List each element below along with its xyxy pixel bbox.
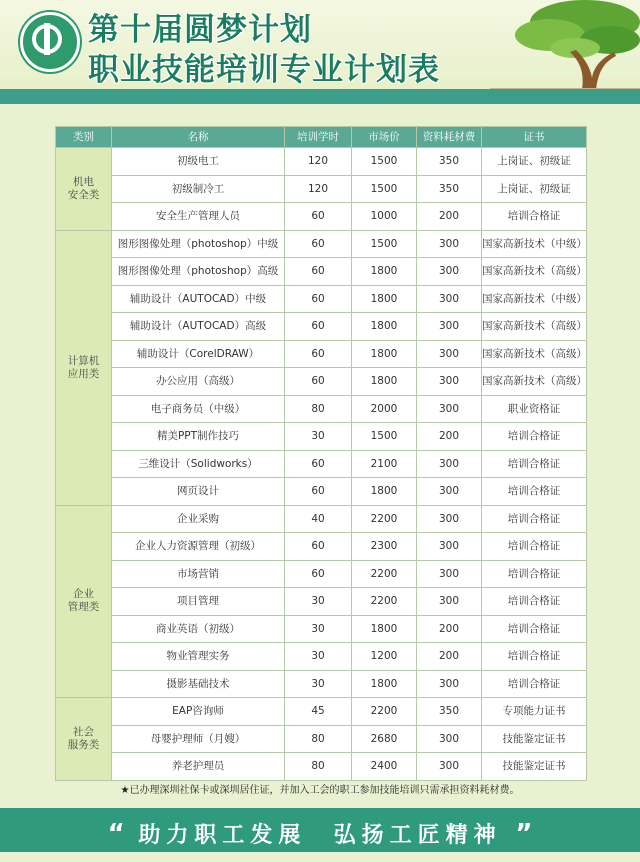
course-name-cell: 精美PPT制作技巧: [112, 423, 285, 451]
column-header: 市场价: [352, 127, 417, 148]
price-cell: 1800: [352, 368, 417, 396]
category-cell: 计算机 应用类: [56, 230, 112, 505]
material-fee-cell: 300: [417, 368, 482, 396]
certificate-cell: 职业资格证: [482, 395, 587, 423]
page-subtitle: 职业技能培训专业计划表: [88, 52, 440, 88]
course-name-cell: 养老护理员: [112, 753, 285, 781]
hours-cell: 30: [285, 588, 352, 616]
certificate-cell: 培训合格证: [482, 670, 587, 698]
table-row: [56, 313, 587, 341]
hours-cell: 80: [285, 753, 352, 781]
column-header: 培训学时: [285, 127, 352, 148]
certificate-cell: 技能鉴定证书: [482, 725, 587, 753]
column-header: 证书: [482, 127, 587, 148]
hours-cell: 80: [285, 395, 352, 423]
footnote: ★已办理深圳社保卡或深圳居住证，并加入工会的职工参加技能培训只需承担资料耗材费。: [120, 785, 520, 796]
material-fee-cell: 300: [417, 505, 482, 533]
certificate-cell: 培训合格证: [482, 615, 587, 643]
price-cell: 1800: [352, 478, 417, 506]
table-row: [56, 560, 587, 588]
price-cell: 2200: [352, 560, 417, 588]
course-name-cell: 辅助设计（AUTOCAD）中级: [112, 285, 285, 313]
material-fee-cell: 350: [417, 148, 482, 176]
price-cell: 1800: [352, 258, 417, 286]
course-name-cell: 项目管理: [112, 588, 285, 616]
course-name-cell: 电子商务员（中级）: [112, 395, 285, 423]
hours-cell: 60: [285, 230, 352, 258]
hours-cell: 60: [285, 533, 352, 561]
certificate-cell: 国家高新技术（中级）: [482, 285, 587, 313]
price-cell: 2400: [352, 753, 417, 781]
material-fee-cell: 300: [417, 670, 482, 698]
material-fee-cell: 300: [417, 478, 482, 506]
column-header: 资料耗材费: [417, 127, 482, 148]
slogan-open-quote: “: [107, 819, 125, 849]
hours-cell: 30: [285, 615, 352, 643]
price-cell: 1800: [352, 285, 417, 313]
material-fee-cell: 300: [417, 395, 482, 423]
hours-cell: 60: [285, 203, 352, 231]
hours-cell: 60: [285, 450, 352, 478]
table-row: [56, 175, 587, 203]
hours-cell: 40: [285, 505, 352, 533]
price-cell: 1200: [352, 643, 417, 671]
certificate-cell: 上岗证、初级证: [482, 148, 587, 176]
hours-cell: 80: [285, 725, 352, 753]
course-name-cell: 初级电工: [112, 148, 285, 176]
table-row: [56, 230, 587, 258]
certificate-cell: 国家高新技术（高级）: [482, 258, 587, 286]
course-name-cell: 市场营销: [112, 560, 285, 588]
course-name-cell: 摄影基础技术: [112, 670, 285, 698]
material-fee-cell: 300: [417, 230, 482, 258]
certificate-cell: 培训合格证: [482, 450, 587, 478]
table-row: [56, 340, 587, 368]
certificate-cell: 国家高新技术（高级）: [482, 368, 587, 396]
course-name-cell: 企业采购: [112, 505, 285, 533]
certificate-cell: 培训合格证: [482, 478, 587, 506]
material-fee-cell: 300: [417, 450, 482, 478]
price-cell: 1800: [352, 340, 417, 368]
certificate-cell: 培训合格证: [482, 533, 587, 561]
certificate-cell: 上岗证、初级证: [482, 175, 587, 203]
course-name-cell: 办公应用（高级）: [112, 368, 285, 396]
course-name-cell: 图形图像处理（photoshop）中级: [112, 230, 285, 258]
table-row: [56, 258, 587, 286]
price-cell: 1500: [352, 230, 417, 258]
hours-cell: 30: [285, 643, 352, 671]
price-cell: 2200: [352, 698, 417, 726]
material-fee-cell: 200: [417, 643, 482, 671]
course-name-cell: 三维设计（Solidworks）: [112, 450, 285, 478]
table-row: [56, 203, 587, 231]
table-row: [56, 670, 587, 698]
price-cell: 1000: [352, 203, 417, 231]
material-fee-cell: 300: [417, 560, 482, 588]
hours-cell: 60: [285, 560, 352, 588]
material-fee-cell: 300: [417, 588, 482, 616]
material-fee-cell: 300: [417, 753, 482, 781]
certificate-cell: 培训合格证: [482, 423, 587, 451]
price-cell: 2100: [352, 450, 417, 478]
slogan-close-quote: ”: [515, 819, 533, 849]
hours-cell: 30: [285, 670, 352, 698]
column-header: 类别: [56, 127, 112, 148]
certificate-cell: 国家高新技术（高级）: [482, 313, 587, 341]
table-row: [56, 505, 587, 533]
table-row: [56, 148, 587, 176]
price-cell: 2680: [352, 725, 417, 753]
table-row: [56, 450, 587, 478]
course-name-cell: EAP咨询师: [112, 698, 285, 726]
table-row: [56, 588, 587, 616]
table-row: [56, 615, 587, 643]
hours-cell: 60: [285, 368, 352, 396]
price-cell: 2200: [352, 588, 417, 616]
course-name-cell: 物业管理实务: [112, 643, 285, 671]
table-row: [56, 478, 587, 506]
column-header: 名称: [112, 127, 285, 148]
category-cell: 企业 管理类: [56, 505, 112, 698]
price-cell: 2000: [352, 395, 417, 423]
certificate-cell: 培训合格证: [482, 643, 587, 671]
price-cell: 1800: [352, 313, 417, 341]
material-fee-cell: 300: [417, 285, 482, 313]
price-cell: 1500: [352, 175, 417, 203]
course-name-cell: 网页设计: [112, 478, 285, 506]
table-row: [56, 423, 587, 451]
hours-cell: 60: [285, 285, 352, 313]
certificate-cell: 国家高新技术（高级）: [482, 340, 587, 368]
table-row: [56, 368, 587, 396]
hours-cell: 120: [285, 175, 352, 203]
material-fee-cell: 200: [417, 615, 482, 643]
material-fee-cell: 300: [417, 258, 482, 286]
page-title: 第十届圆梦计划: [88, 12, 312, 48]
table-row: [56, 643, 587, 671]
category-cell: 社会 服务类: [56, 698, 112, 781]
material-fee-cell: 300: [417, 533, 482, 561]
table-row: [56, 533, 587, 561]
price-cell: 1500: [352, 423, 417, 451]
course-name-cell: 图形图像处理（photoshop）高级: [112, 258, 285, 286]
hours-cell: 30: [285, 423, 352, 451]
material-fee-cell: 200: [417, 423, 482, 451]
price-cell: 2300: [352, 533, 417, 561]
material-fee-cell: 300: [417, 313, 482, 341]
course-name-cell: 辅助设计（AUTOCAD）高级: [112, 313, 285, 341]
hours-cell: 60: [285, 340, 352, 368]
course-name-cell: 辅助设计（CorelDRAW）: [112, 340, 285, 368]
hours-cell: 120: [285, 148, 352, 176]
course-name-cell: 初级制冷工: [112, 175, 285, 203]
course-name-cell: 母婴护理师（月嫂）: [112, 725, 285, 753]
tree-illustration-icon: [490, 0, 640, 95]
hours-cell: 60: [285, 478, 352, 506]
certificate-cell: 培训合格证: [482, 588, 587, 616]
union-logo-icon: [20, 12, 80, 72]
course-name-cell: 安全生产管理人员: [112, 203, 285, 231]
material-fee-cell: 200: [417, 203, 482, 231]
category-cell: 机电 安全类: [56, 148, 112, 231]
material-fee-cell: 300: [417, 725, 482, 753]
price-cell: 1800: [352, 670, 417, 698]
table-row: [56, 698, 587, 726]
certificate-cell: 专项能力证书: [482, 698, 587, 726]
material-fee-cell: 350: [417, 698, 482, 726]
slogan: [0, 818, 640, 849]
training-plan-table-wrapper: [55, 126, 586, 781]
table-header-row: [56, 127, 587, 148]
price-cell: 1800: [352, 615, 417, 643]
certificate-cell: 国家高新技术（中级）: [482, 230, 587, 258]
hours-cell: 45: [285, 698, 352, 726]
material-fee-cell: 300: [417, 340, 482, 368]
slogan-text: 助力职工发展 弘扬工匠精神: [138, 823, 502, 848]
certificate-cell: 培训合格证: [482, 560, 587, 588]
price-cell: 2200: [352, 505, 417, 533]
certificate-cell: 培训合格证: [482, 203, 587, 231]
header-banner: [0, 0, 640, 104]
hours-cell: 60: [285, 258, 352, 286]
table-row: [56, 753, 587, 781]
table-row: [56, 725, 587, 753]
table-row: [56, 395, 587, 423]
price-cell: 1500: [352, 148, 417, 176]
course-name-cell: 商业英语（初级）: [112, 615, 285, 643]
table-row: [56, 285, 587, 313]
course-name-cell: 企业人力资源管理（初级）: [112, 533, 285, 561]
certificate-cell: 技能鉴定证书: [482, 753, 587, 781]
material-fee-cell: 350: [417, 175, 482, 203]
certificate-cell: 培训合格证: [482, 505, 587, 533]
training-plan-table: [55, 126, 587, 781]
hours-cell: 60: [285, 313, 352, 341]
